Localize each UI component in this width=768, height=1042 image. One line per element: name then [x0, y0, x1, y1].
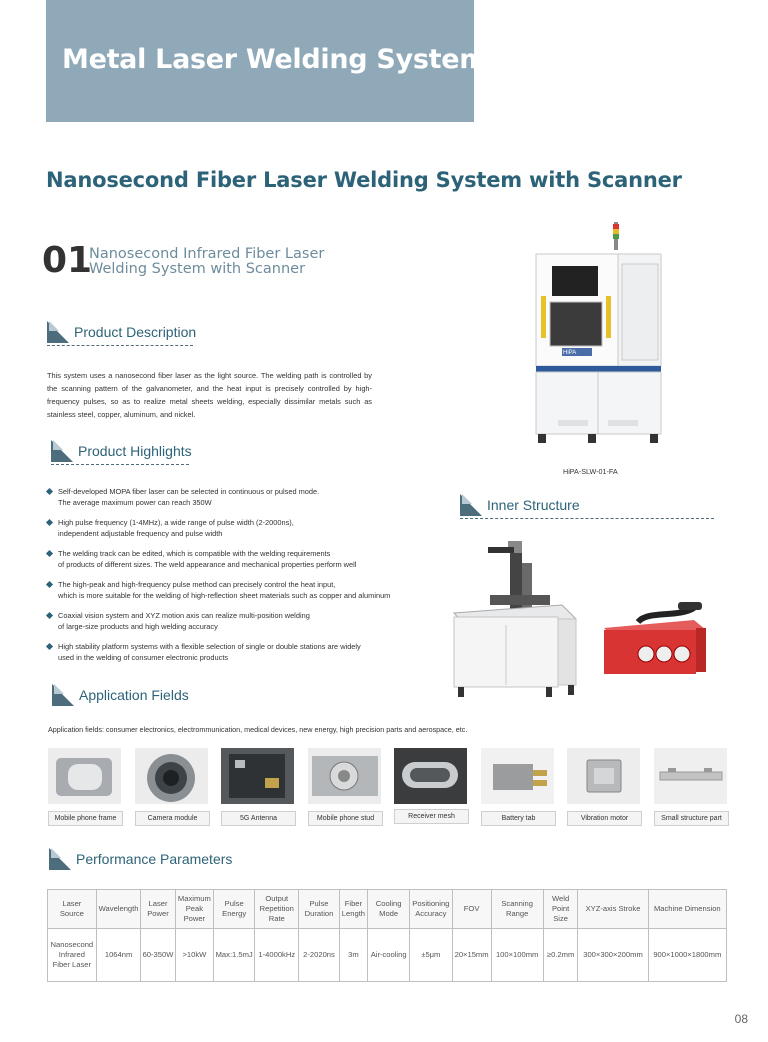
- application-label: Camera module: [135, 811, 210, 826]
- svg-text:HiPA: HiPA: [563, 350, 577, 356]
- inner-structure-heading: Inner Structure: [460, 494, 716, 522]
- page-title: Nanosecond Fiber Laser Welding System with Scanner: [46, 168, 682, 192]
- application-image-camera-module: [135, 748, 208, 804]
- table-header-cell: Scanning Range: [491, 890, 543, 929]
- application-label: Mobile phone stud: [308, 811, 383, 826]
- table-cell: 20×15mm: [452, 929, 491, 982]
- diamond-bullet-icon: [46, 519, 53, 526]
- list-item: The high-peak and high-frequency pulse method can precisely control the heat input, which is more suitable for the welding of high-reflection sheet materials such as copper and aluminum: [47, 580, 447, 601]
- table-cell: 100×100mm: [491, 929, 543, 982]
- application-fields-text: Application fields: consumer electronics, electrommunication, medical devices, new energy, high precision parts and aerospace, etc.: [48, 725, 468, 734]
- application-label: Vibration motor: [567, 811, 642, 826]
- table-cell: 2-2020ns: [299, 929, 339, 982]
- inner-structure-image: [450, 535, 580, 710]
- list-item: The welding track can be edited, which is compatible with the welding requirements of products of different sizes. The weld appearance and mechanical properties perform well: [47, 549, 447, 570]
- table-header-cell: FOV: [452, 890, 491, 929]
- machine-model-caption: HiPA-SLW-01-FA: [563, 467, 618, 476]
- table-cell: 300×300×200mm: [578, 929, 648, 982]
- table-header-cell: Weld Point Size: [543, 890, 578, 929]
- fiber-laser-source-image: [598, 600, 710, 678]
- table-cell: ≥0.2mm: [543, 929, 578, 982]
- table-cell: Max:1.5mJ: [214, 929, 255, 982]
- table-header-cell: Machine Dimension: [648, 890, 726, 929]
- table-header-cell: Positioning Accuracy: [409, 890, 452, 929]
- performance-table: [47, 889, 727, 982]
- page-number: 08: [734, 1012, 748, 1026]
- performance-parameters-heading: Performance Parameters: [49, 848, 239, 876]
- diamond-bullet-icon: [46, 612, 53, 619]
- table-cell: 1064nm: [96, 929, 141, 982]
- application-label: Small structure part: [654, 811, 729, 826]
- table-header-row: [48, 890, 727, 929]
- welding-machine-image: [528, 220, 668, 450]
- application-label: Receiver mesh: [394, 809, 469, 824]
- table-header-cell: Output Repetition Rate: [255, 890, 299, 929]
- table-cell: 60-350W: [141, 929, 175, 982]
- table-cell: 1-4000kHz: [255, 929, 299, 982]
- product-highlights-heading: Product Highlights: [51, 440, 191, 468]
- application-image-phone-stud: [308, 748, 381, 804]
- table-cell: ±5μm: [409, 929, 452, 982]
- banner-page-indicator: 1/9: [497, 52, 526, 73]
- application-image-receiver-mesh: [394, 748, 467, 804]
- table-row: [48, 929, 727, 982]
- table-cell: Nanosecond Infrared Fiber Laser: [48, 929, 97, 982]
- diamond-bullet-icon: [46, 488, 53, 495]
- product-description-text: This system uses a nanosecond fiber laser as the light source. The welding path is controlled by the scanning pattern of the galvanometer, and the heat input is precisely controlled by high-frequency pulses, so as to realize metal sheets welding, especially dissimilar metals such as stainless steel, copper, aluminum, and nickel.: [47, 371, 372, 419]
- product-description-heading: Product Description: [47, 321, 195, 349]
- table-cell: Air-cooling: [368, 929, 410, 982]
- list-item: Coaxial vision system and XYZ motion axis can realize multi-position welding of large-size products and high welding accuracy: [47, 611, 447, 632]
- table-header-cell: Wavelength: [96, 890, 141, 929]
- table-cell: >10kW: [175, 929, 214, 982]
- highlights-list: [47, 487, 447, 673]
- table-header-cell: Laser Power: [141, 890, 175, 929]
- table-header-cell: Pulse Energy: [214, 890, 255, 929]
- application-image-small-structure-part: [654, 748, 727, 804]
- table-header-cell: Fiber Length: [339, 890, 368, 929]
- diamond-bullet-icon: [46, 581, 53, 588]
- application-image-phone-frame: [48, 748, 121, 804]
- application-image-vibration-motor: [567, 748, 640, 804]
- application-label: Battery tab: [481, 811, 556, 826]
- diamond-bullet-icon: [46, 643, 53, 650]
- application-label: 5G Antenna: [221, 811, 296, 826]
- banner-title: Metal Laser Welding System 1/9: [62, 44, 526, 75]
- application-image-battery-tab: [481, 748, 554, 804]
- section-title: Nanosecond Infrared Fiber Laser Welding System with Scanner: [89, 246, 325, 277]
- table-header-cell: Cooling Mode: [368, 890, 410, 929]
- diamond-bullet-icon: [46, 550, 53, 557]
- header-banner: [46, 0, 526, 122]
- list-item: High pulse frequency (1-4MHz), a wide range of pulse width (2-2000ns), independent adjustable frequency and pulse width: [47, 518, 447, 539]
- table-cell: 900×1000×1800mm: [648, 929, 726, 982]
- table-header-cell: Pulse Duration: [299, 890, 339, 929]
- list-item: Self-developed MOPA fiber laser can be selected in continuous or pulsed mode. The average maximum power can reach 350W: [47, 487, 447, 508]
- list-item: High stability platform systems with a flexible selection of single or double stations are widely used in the welding of consumer electronic products: [47, 642, 447, 663]
- application-label: Mobile phone frame: [48, 811, 123, 826]
- section-number: 01: [42, 240, 93, 281]
- table-header-cell: Laser Source: [48, 890, 97, 929]
- table-header-cell: XYZ-axis Stroke: [578, 890, 648, 929]
- table-cell: 3m: [339, 929, 368, 982]
- application-fields-heading: Application Fields: [52, 684, 192, 712]
- table-header-cell: Maximum Peak Power: [175, 890, 214, 929]
- application-image-5g-antenna: [221, 748, 294, 804]
